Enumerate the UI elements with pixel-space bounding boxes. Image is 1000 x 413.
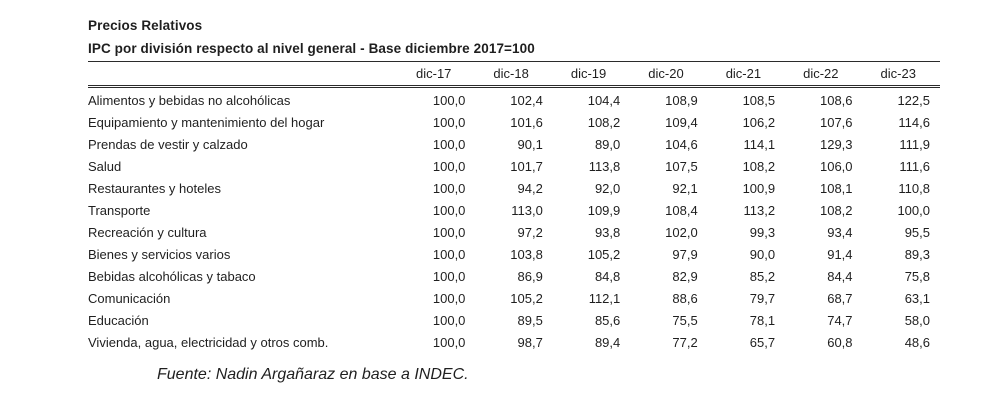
page-title: Precios Relativos — [88, 18, 203, 33]
value-cell: 102,4 — [510, 93, 543, 108]
value-cell: 113,2 — [743, 203, 776, 218]
value-cell: 111,6 — [899, 159, 930, 174]
value-cell: 95,5 — [904, 225, 930, 240]
value-cell: 109,4 — [665, 115, 698, 130]
value-cell: 106,0 — [819, 159, 853, 174]
table-row — [88, 156, 940, 178]
value-cell: 100,0 — [432, 225, 466, 240]
value-cell: 63,1 — [904, 291, 930, 306]
value-cell: 92,0 — [594, 181, 621, 196]
table-header — [88, 62, 940, 87]
column-header-dic-23: dic-23 — [863, 62, 940, 87]
value-cell: 93,8 — [594, 225, 621, 240]
table-row — [88, 178, 940, 200]
value-cell: 100,0 — [432, 247, 466, 262]
value-cell: 97,2 — [517, 225, 543, 240]
value-cell: 100,0 — [432, 181, 466, 196]
value-cell: 89,0 — [594, 137, 621, 152]
table-body — [88, 87, 940, 355]
value-cell: 101,7 — [510, 159, 543, 174]
table-row — [88, 112, 940, 134]
value-cell: 107,5 — [665, 159, 698, 174]
table-row — [88, 134, 940, 156]
table-row — [88, 244, 940, 266]
table-row — [88, 200, 940, 222]
row-label: Bienes y servicios varios — [88, 247, 231, 262]
value-cell: 99,3 — [749, 225, 776, 240]
page-subtitle: IPC por división respecto al nivel general - Base diciembre 2017=100 — [88, 41, 940, 62]
value-cell: 104,6 — [665, 137, 698, 152]
value-cell: 94,2 — [517, 181, 543, 196]
value-cell: 100,0 — [432, 269, 466, 284]
value-cell: 100,0 — [432, 137, 466, 152]
table-header-row — [88, 62, 940, 87]
value-cell: 84,4 — [827, 269, 853, 284]
column-header-dic-17: dic-17 — [398, 62, 475, 87]
value-cell: 91,4 — [827, 247, 853, 262]
value-cell: 77,2 — [672, 335, 698, 350]
value-cell: 105,2 — [587, 247, 621, 262]
row-label: Equipamiento y mantenimiento del hogar — [88, 115, 325, 130]
value-cell: 114,6 — [898, 115, 930, 130]
value-cell: 90,0 — [749, 247, 776, 262]
value-cell: 108,2 — [819, 203, 853, 218]
value-cell: 89,5 — [517, 313, 543, 328]
row-label: Recreación y cultura — [88, 225, 207, 240]
value-cell: 103,8 — [510, 247, 543, 262]
value-cell: 100,0 — [432, 291, 466, 306]
value-cell: 84,8 — [594, 269, 621, 284]
value-cell: 112,1 — [588, 291, 621, 306]
value-cell: 100,0 — [432, 93, 466, 108]
table-row — [88, 87, 940, 113]
value-cell: 97,9 — [672, 247, 698, 262]
value-cell: 106,2 — [742, 115, 776, 130]
column-header-dic-19: dic-19 — [553, 62, 630, 87]
value-cell: 88,6 — [672, 291, 698, 306]
table-row — [88, 332, 940, 354]
row-label: Comunicación — [88, 291, 171, 306]
value-cell: 78,1 — [749, 313, 776, 328]
value-cell: 107,6 — [819, 115, 853, 130]
value-cell: 113,0 — [511, 203, 543, 218]
row-label: Educación — [88, 313, 149, 328]
column-header-dic-21: dic-21 — [708, 62, 785, 87]
document-content — [88, 18, 940, 384]
column-header-dic-18: dic-18 — [475, 62, 552, 87]
value-cell: 65,7 — [749, 335, 776, 350]
value-cell: 100,0 — [432, 159, 466, 174]
value-cell: 60,8 — [827, 335, 853, 350]
value-cell: 85,2 — [749, 269, 776, 284]
value-cell: 108,5 — [742, 93, 776, 108]
value-cell: 108,6 — [819, 93, 853, 108]
row-label: Bebidas alcohólicas y tabaco — [88, 269, 256, 284]
value-cell: 93,4 — [827, 225, 853, 240]
table-row — [88, 222, 940, 244]
value-cell: 58,0 — [904, 313, 930, 328]
value-cell: 108,1 — [819, 181, 853, 196]
value-cell: 101,6 — [510, 115, 543, 130]
row-label: Vivienda, agua, electricidad y otros comb. — [88, 335, 329, 350]
value-cell: 100,0 — [432, 335, 466, 350]
table-row — [88, 266, 940, 288]
value-cell: 75,5 — [672, 313, 698, 328]
value-cell: 79,7 — [749, 291, 776, 306]
table-header-empty-cell — [88, 62, 398, 87]
row-label: Salud — [88, 159, 122, 174]
value-cell: 105,2 — [510, 291, 543, 306]
value-cell: 100,0 — [432, 203, 466, 218]
value-cell: 74,7 — [827, 313, 853, 328]
value-cell: 111,9 — [899, 137, 930, 152]
value-cell: 89,3 — [904, 247, 930, 262]
value-cell: 109,9 — [587, 203, 621, 218]
table-row — [88, 288, 940, 310]
value-cell: 48,6 — [904, 335, 930, 350]
column-header-dic-22: dic-22 — [785, 62, 862, 87]
value-cell: 122,5 — [897, 93, 930, 108]
ipc-divisions-table — [88, 62, 940, 354]
row-label: Prendas de vestir y calzado — [88, 137, 248, 152]
value-cell: 104,4 — [587, 93, 621, 108]
value-cell: 108,9 — [665, 93, 698, 108]
value-cell: 129,3 — [819, 137, 853, 152]
value-cell: 102,0 — [665, 225, 698, 240]
value-cell: 100,9 — [742, 181, 776, 196]
value-cell: 114,1 — [743, 137, 776, 152]
row-label: Alimentos y bebidas no alcohólicas — [88, 93, 291, 108]
value-cell: 108,2 — [587, 115, 621, 130]
value-cell: 113,8 — [588, 159, 621, 174]
column-header-dic-20: dic-20 — [630, 62, 707, 87]
value-cell: 100,0 — [897, 203, 930, 218]
value-cell: 82,9 — [672, 269, 698, 284]
value-cell: 100,0 — [432, 115, 466, 130]
table-row — [88, 310, 940, 332]
row-label: Transporte — [88, 203, 151, 218]
value-cell: 75,8 — [904, 269, 930, 284]
value-cell: 92,1 — [672, 181, 698, 196]
value-cell: 98,7 — [517, 335, 543, 350]
value-cell: 85,6 — [594, 313, 621, 328]
value-cell: 90,1 — [517, 137, 543, 152]
value-cell: 108,4 — [665, 203, 698, 218]
value-cell: 86,9 — [517, 269, 543, 284]
value-cell: 108,2 — [742, 159, 776, 174]
source-note: Fuente: Nadin Argañaraz en base a INDEC. — [157, 366, 469, 383]
value-cell: 89,4 — [594, 335, 621, 350]
value-cell: 100,0 — [432, 313, 466, 328]
row-label: Restaurantes y hoteles — [88, 181, 221, 196]
value-cell: 68,7 — [827, 291, 853, 306]
value-cell: 110,8 — [898, 181, 930, 196]
